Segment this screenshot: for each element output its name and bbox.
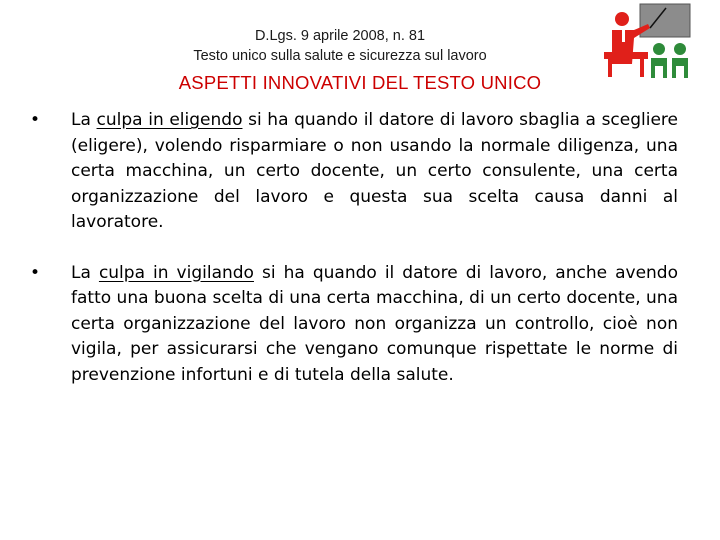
header-decree: D.Lgs. 9 aprile 2008, n. 81: [254, 28, 426, 44]
term-culpa-in-vigilando: culpa in vigilando: [98, 262, 254, 283]
bullet-text: La culpa in vigilando si ha quando il datore di lavoro, anche avendo fatto una buona scelta di una certa macchina, di un certo docente, una certa organizzazione del lavoro non organizza un controllo, cioè non vigila, per assicurarsi che vengano comunque rispettate le norme di prevenzione infortuni e di tutela della salute.: [71, 262, 679, 385]
header: [120, 26, 560, 66]
slide-subtitle: ASPETTI INNOVATIVI DEL TESTO UNICO: [178, 72, 542, 93]
bullet-culpa-in-vigilando: [30, 261, 678, 389]
bullet-marker: •: [30, 110, 41, 130]
bullet-text: La culpa in eligendo si ha quando il datore di lavoro sbaglia a scegliere (eligere), volendo risparmiare o non usando la normale diligenza, una certa macchina, un certo docente, un certo consulente, una certa organizzazione del lavoro e questa sua scelta causa danni al lavoratore.: [71, 110, 678, 232]
term-culpa-in-eligendo: culpa in eligendo: [96, 110, 243, 130]
bullet-marker: •: [30, 262, 41, 283]
bullet-list: [30, 108, 678, 388]
bullet-culpa-in-eligendo: [30, 108, 678, 236]
header-title: Testo unico sulla salute e sicurezza sul lavoro: [193, 48, 487, 64]
